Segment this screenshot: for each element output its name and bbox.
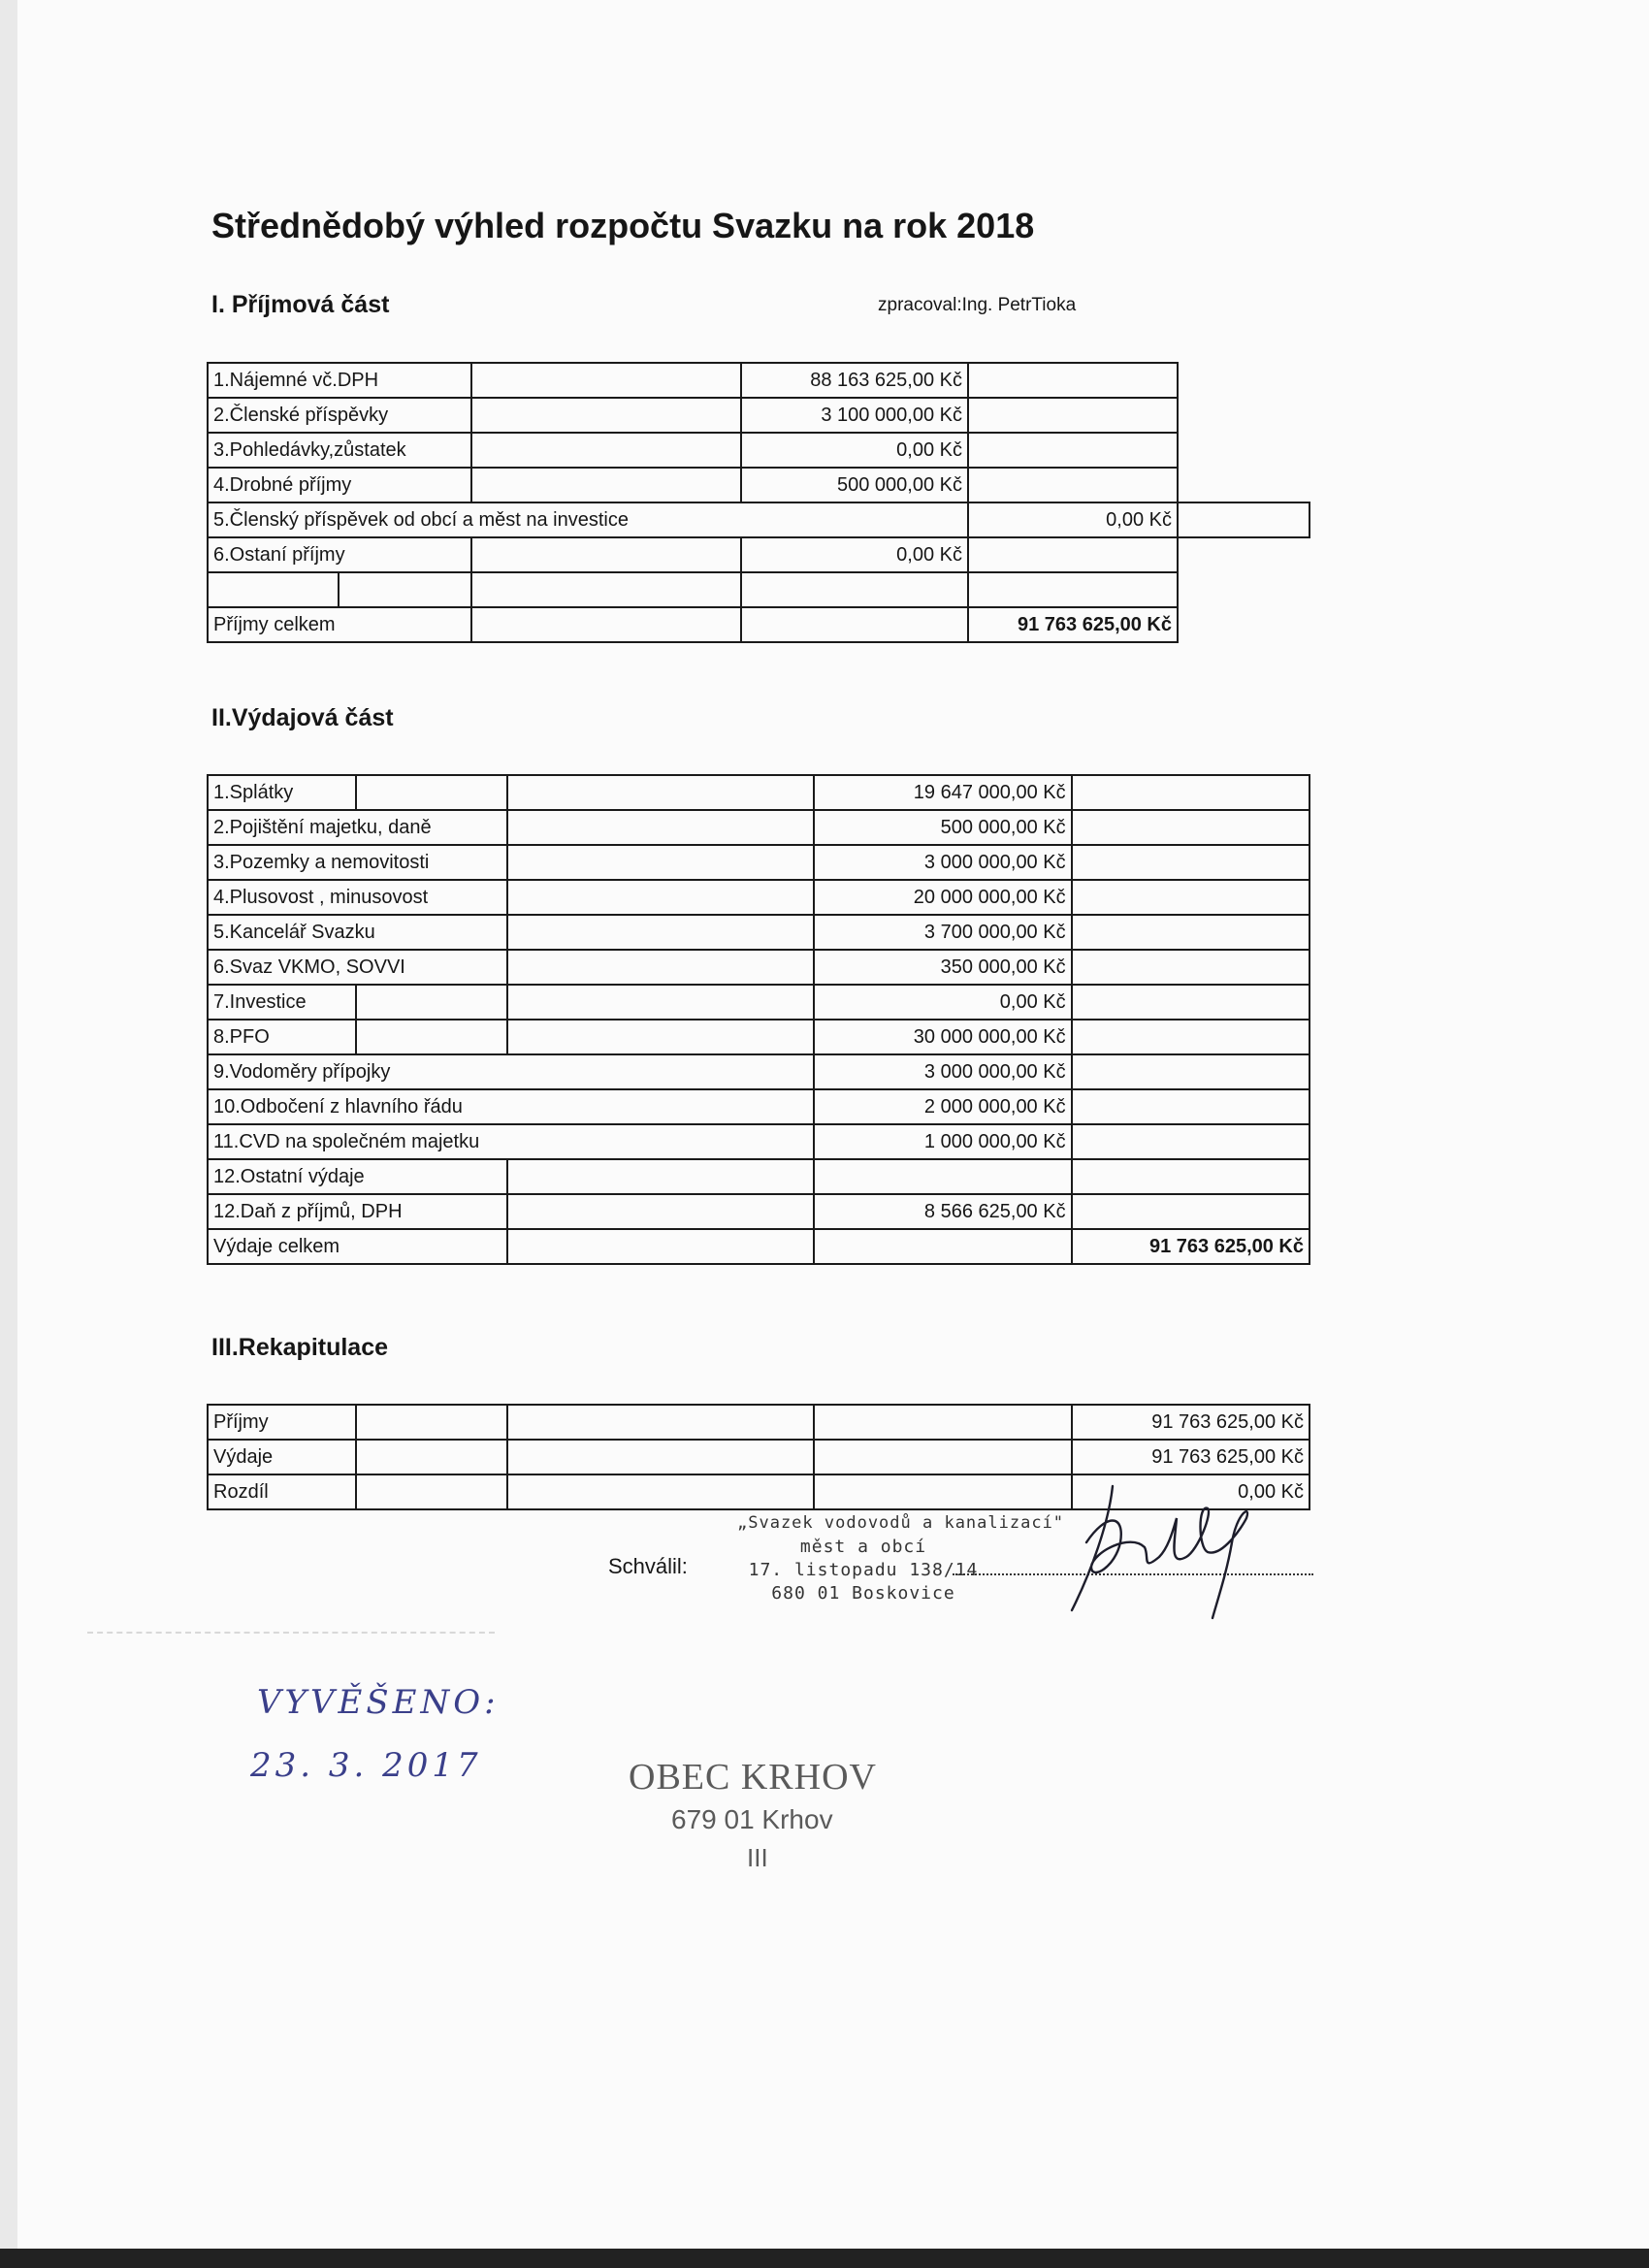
empty-cell bbox=[471, 433, 741, 468]
row-label: 5.Členský příspěvek od obcí a měst na investice bbox=[208, 502, 968, 537]
row-label: 1.Nájemné vč.DPH bbox=[208, 363, 471, 398]
association-stamp-line-4: 680 01 Boskovice bbox=[771, 1583, 955, 1604]
empty-cell bbox=[471, 468, 741, 502]
empty-cell bbox=[1072, 1194, 1310, 1229]
row-amount: 500 000,00 Kč bbox=[814, 810, 1072, 845]
recap-heading: III.Rekapitulace bbox=[211, 1334, 389, 1361]
row-amount: 0,00 Kč bbox=[814, 985, 1072, 1020]
scan-edge-bottom bbox=[0, 2249, 1649, 2268]
total-row bbox=[208, 607, 1310, 642]
empty-cell bbox=[507, 1229, 814, 1264]
table-row bbox=[208, 1159, 1310, 1194]
empty-cell bbox=[1072, 1054, 1310, 1089]
row-label: Rozdíl bbox=[208, 1474, 356, 1509]
empty-cell bbox=[968, 468, 1178, 502]
empty-cell bbox=[507, 1159, 814, 1194]
empty-cell bbox=[507, 915, 814, 950]
empty-cell bbox=[356, 1474, 507, 1509]
income-heading: I. Příjmová část bbox=[211, 291, 390, 318]
empty-cell bbox=[507, 880, 814, 915]
empty-cell bbox=[471, 607, 741, 642]
municipal-stamp-address: 679 01 Krhov bbox=[671, 1804, 833, 1834]
empty-cell bbox=[507, 1440, 814, 1474]
empty-cell bbox=[1072, 775, 1310, 810]
empty-cell bbox=[208, 572, 339, 607]
empty-cell bbox=[507, 950, 814, 985]
approval-label: Schválil: bbox=[608, 1554, 688, 1578]
row-amount: 91 763 625,00 Kč bbox=[1072, 1405, 1310, 1440]
row-amount: 20 000 000,00 Kč bbox=[814, 880, 1072, 915]
empty-cell bbox=[339, 572, 471, 607]
row-label: 4.Drobné příjmy bbox=[208, 468, 471, 502]
row-amount: 30 000 000,00 Kč bbox=[814, 1020, 1072, 1054]
association-stamp-line-3: 17. listopadu 138/14 bbox=[748, 1560, 979, 1580]
empty-cell bbox=[507, 845, 814, 880]
empty-cell bbox=[507, 985, 814, 1020]
table-row bbox=[208, 572, 1310, 607]
empty-cell bbox=[814, 1405, 1072, 1440]
empty-cell bbox=[356, 775, 507, 810]
table-row bbox=[208, 1124, 1310, 1159]
empty-cell bbox=[968, 572, 1178, 607]
empty-cell bbox=[1072, 915, 1310, 950]
row-amount: 3 000 000,00 Kč bbox=[814, 1054, 1072, 1089]
table-row bbox=[208, 502, 1310, 537]
prepared-by: zpracoval:Ing. PetrTioka bbox=[878, 295, 1077, 315]
empty-cell bbox=[471, 572, 741, 607]
table-row bbox=[208, 915, 1310, 950]
handwritten-posted-label: VYVĚŠENO: bbox=[257, 1683, 500, 1722]
empty-cell bbox=[741, 572, 968, 607]
income-table bbox=[207, 362, 1310, 643]
empty-cell bbox=[507, 1194, 814, 1229]
empty-cell bbox=[814, 1440, 1072, 1474]
empty-cell bbox=[968, 398, 1178, 433]
row-label: 8.PFO bbox=[208, 1020, 356, 1054]
empty-cell bbox=[471, 363, 741, 398]
row-amount: 3 700 000,00 Kč bbox=[814, 915, 1072, 950]
row-label: 6.Svaz VKMO, SOVVI bbox=[208, 950, 507, 985]
row-amount: 0,00 Kč bbox=[741, 537, 968, 572]
table-row bbox=[208, 363, 1310, 398]
row-amount: 91 763 625,00 Kč bbox=[1072, 1440, 1310, 1474]
row-amount bbox=[814, 1159, 1072, 1194]
row-amount: 1 000 000,00 Kč bbox=[814, 1124, 1072, 1159]
empty-cell bbox=[356, 1405, 507, 1440]
table-row bbox=[208, 1405, 1310, 1440]
total-label: Výdaje celkem bbox=[208, 1229, 507, 1264]
row-amount: 3 100 000,00 Kč bbox=[741, 398, 968, 433]
table-row bbox=[208, 433, 1310, 468]
row-amount: 2 000 000,00 Kč bbox=[814, 1089, 1072, 1124]
table-row bbox=[208, 985, 1310, 1020]
row-amount: 500 000,00 Kč bbox=[741, 468, 968, 502]
row-amount: 88 163 625,00 Kč bbox=[741, 363, 968, 398]
empty-cell bbox=[1072, 810, 1310, 845]
empty-cell bbox=[471, 537, 741, 572]
row-label: 1.Splátky bbox=[208, 775, 356, 810]
table-row bbox=[208, 1440, 1310, 1474]
total-label: Příjmy celkem bbox=[208, 607, 471, 642]
empty-cell bbox=[1072, 985, 1310, 1020]
row-amount: 350 000,00 Kč bbox=[814, 950, 1072, 985]
row-label: 12.Daň z příjmů, DPH bbox=[208, 1194, 507, 1229]
association-stamp-line-2: měst a obcí bbox=[799, 1537, 927, 1557]
empty-cell bbox=[814, 1474, 1072, 1509]
table-row bbox=[208, 845, 1310, 880]
table-row bbox=[208, 775, 1310, 810]
empty-cell bbox=[1072, 845, 1310, 880]
table-row bbox=[208, 537, 1310, 572]
row-amount: 19 647 000,00 Kč bbox=[814, 775, 1072, 810]
empty-cell bbox=[471, 398, 741, 433]
empty-cell bbox=[507, 1020, 814, 1054]
row-label: 3.Pozemky a nemovitosti bbox=[208, 845, 507, 880]
table-row bbox=[208, 1020, 1310, 1054]
row-label: 9.Vodoměry přípojky bbox=[208, 1054, 814, 1089]
row-amount: 0,00 Kč bbox=[741, 433, 968, 468]
row-label: 5.Kancelář Svazku bbox=[208, 915, 507, 950]
row-label: Výdaje bbox=[208, 1440, 356, 1474]
table-row bbox=[208, 810, 1310, 845]
table-row bbox=[208, 880, 1310, 915]
empty-cell bbox=[814, 1229, 1072, 1264]
empty-cell bbox=[356, 1440, 507, 1474]
signature-image bbox=[1052, 1474, 1276, 1620]
row-amount: 0,00 Kč bbox=[968, 502, 1178, 537]
row-label: 11.CVD na společném majetku bbox=[208, 1124, 814, 1159]
row-amount: 8 566 625,00 Kč bbox=[814, 1194, 1072, 1229]
empty-cell bbox=[507, 1474, 814, 1509]
municipal-stamp-mark: III bbox=[747, 1843, 768, 1872]
row-amount: 3 000 000,00 Kč bbox=[814, 845, 1072, 880]
document-title: Střednědobý výhled rozpočtu Svazku na rok 2018 bbox=[211, 206, 1035, 245]
empty-cell bbox=[507, 1405, 814, 1440]
expenses-heading: II.Výdajová část bbox=[211, 704, 394, 731]
row-amount: 0,00 Kč bbox=[1072, 1474, 1310, 1509]
row-label: 12.Ostatní výdaje bbox=[208, 1159, 507, 1194]
total-amount: 91 763 625,00 Kč bbox=[968, 607, 1178, 642]
empty-cell bbox=[356, 985, 507, 1020]
table-row bbox=[208, 950, 1310, 985]
empty-cell bbox=[1072, 950, 1310, 985]
empty-cell bbox=[1072, 1020, 1310, 1054]
row-label: 6.Ostaní příjmy bbox=[208, 537, 471, 572]
empty-cell bbox=[507, 810, 814, 845]
empty-cell bbox=[1072, 1124, 1310, 1159]
table-row bbox=[208, 468, 1310, 502]
empty-cell bbox=[968, 433, 1178, 468]
table-row bbox=[208, 1089, 1310, 1124]
empty-cell bbox=[741, 607, 968, 642]
expenses-table bbox=[207, 774, 1310, 1265]
row-label: 2.Členské příspěvky bbox=[208, 398, 471, 433]
row-label: 7.Investice bbox=[208, 985, 356, 1020]
row-label: 4.Plusovost , minusovost bbox=[208, 880, 507, 915]
table-row bbox=[208, 1194, 1310, 1229]
table-row bbox=[208, 398, 1310, 433]
empty-cell bbox=[968, 537, 1178, 572]
total-amount: 91 763 625,00 Kč bbox=[1072, 1229, 1310, 1264]
empty-cell bbox=[1072, 880, 1310, 915]
association-stamp-line-1: „Svazek vodovodů a kanalizací" bbox=[737, 1513, 1065, 1533]
empty-cell bbox=[968, 363, 1178, 398]
empty-cell bbox=[507, 775, 814, 810]
scan-edge-left bbox=[0, 0, 17, 2268]
empty-cell bbox=[1072, 1089, 1310, 1124]
row-label: 2.Pojištění majetku, daně bbox=[208, 810, 507, 845]
municipal-stamp-name: OBEC KRHOV bbox=[629, 1757, 877, 1798]
empty-cell bbox=[356, 1020, 507, 1054]
row-label: 3.Pohledávky,zůstatek bbox=[208, 433, 471, 468]
handwritten-posted-date: 23. 3. 2017 bbox=[250, 1746, 482, 1785]
row-label: 10.Odbočení z hlavního řádu bbox=[208, 1089, 814, 1124]
separator-line bbox=[87, 1632, 495, 1634]
row-label: Příjmy bbox=[208, 1405, 356, 1440]
total-row bbox=[208, 1229, 1310, 1264]
table-row bbox=[208, 1054, 1310, 1089]
empty-cell bbox=[1072, 1159, 1310, 1194]
empty-cell bbox=[1178, 502, 1310, 537]
